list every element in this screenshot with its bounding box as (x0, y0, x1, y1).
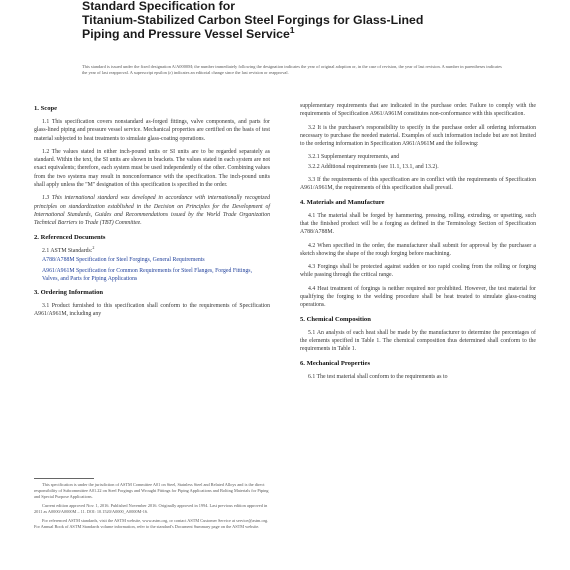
section-mechanical-heading: 6. Mechanical Properties (300, 359, 371, 367)
para-1-2: 1.2 The values stated in either inch-pound units or SI units are to be regarded separately as standard. Within the text, the SI units are shown in brackets. The values stated in each system are not exact equivalents; therefore, each system must be used independently of the other. Combining values from the two systems may result in nonconformance with the specification. The inch-pound units shall apply unless the "M" designation of this specification is specified in the order. (34, 148, 270, 189)
para-4-1: 4.1 The material shall be forged by hammering, pressing, rolling, extruding, or upsetting, such that the finished product will be a forging as defined in the Terminology Section of Specification A788/A788M. (300, 212, 536, 236)
section-materials-heading: 4. Materials and Manufacture (300, 198, 385, 206)
ref-2-1 (34, 244, 270, 255)
para-3-2-1: 3.2.1 Supplementary requirements, and (308, 154, 400, 161)
title-footnote-mark: 1 (289, 24, 295, 35)
section-chemical-heading: 5. Chemical Composition (300, 315, 371, 323)
footnote-1-approval: Current edition approved Nov. 1, 2016. Published November 2016. Originally approved in 1994. Last previous edition approved in 2011 as A0000/A0000M – 11. DOI: 10.1520/A0000_A0000M-16. (34, 503, 268, 514)
footnote-1: This specification is under the jurisdiction of ASTM Committee A01 on Steel, Stainless Steel and Related Alloys and is the direct responsibility of Subcommittee A01.22 on Steel Forgings and Wrought Fittings for Piping Applications and Bolting Materials for Piping and Special Purpose Applications. (34, 482, 269, 499)
footnote-divider (34, 478, 94, 479)
ref-item-a961 (34, 267, 270, 284)
para-5-1: 5.1 An analysis of each heat shall be made by the manufacturer to determine the percentages of the elements specified in Table 1. The chemical composition thus determined shall conform to the requirements in Table 1. (300, 329, 536, 353)
para-3-1-cont: supplementary requirements that are indicated in the purchase order. Failure to comply with the requirements of Specification A961/A961M constitutes non-conformance with this specification. (300, 103, 536, 118)
para-3-1: 3.1 Product furnished to this specification shall conform to the requirements of Specification A961/A961M, including any (34, 302, 270, 318)
preamble: This standard is issued under the fixed designation A/A0000M; the number immediately following the designation indicates the year of original adoption or, in the case of revision, the year of last revision. A number in parentheses indicates the year of last reapproval. A superscript epsilon (ε) indicates an editorial change since the last revision or reapproval. (82, 64, 502, 75)
para-1-3: 1.3 This international standard was developed in accordance with internationally recognized principles on standardization established in the Decision on Principles for the Development of International Standards, Guides and Recommendations issued by the World Trade Organization Technical Barriers to Trade (TBT) Committee. (34, 195, 270, 227)
left-column (34, 104, 270, 323)
para-4-4: 4.4 Heat treatment of forgings is neither required nor prohibited. However, the test material for qualifying the forging to the welding procedure shall be heat treated to simulate glass-coating operations. (300, 285, 536, 309)
title-line-1: Standard Specification for (82, 0, 236, 13)
para-4-3: 4.3 Forgings shall be protected against sudden or too rapid cooling from the rolling or forging while passing through the critical range. (300, 264, 536, 279)
ref-item-a788 (34, 256, 270, 264)
ref-a961-code[interactable]: A961/A961M (42, 268, 75, 275)
section-referenced-heading: 2. Referenced Documents (34, 233, 106, 241)
para-6-1: 6.1 The test material shall conform to the requirements as to (308, 373, 448, 380)
section-scope-heading: 1. Scope (34, 105, 58, 112)
para-3-3: 3.3 If the requirements of this specification are in conflict with the requirements of Specification A961/A961M, the requirements of this specification shall prevail. (300, 177, 536, 192)
ref-a788-code[interactable]: A788/A788M (42, 256, 75, 263)
right-column (300, 102, 536, 386)
para-4-2: 4.2 When specified in the order, the manufacturer shall submit for approval by the purchaser a sketch showing the shape of the rough forging before machining. (300, 242, 536, 257)
footnote-2: For referenced ASTM standards, visit the ASTM website, www.astm.org, or contact ASTM Customer Service at service@astm.org. For Annual Book of ASTM Standards volume information, refer to the standard's Document Summary page on the ASTM website. (34, 518, 269, 529)
ref-footnote-mark: 2 (92, 244, 95, 250)
title-line-3-text: Piping and Pressure Vessel Service (82, 27, 290, 41)
title-line-3 (82, 24, 502, 41)
section-ordering-heading: 3. Ordering Information (34, 288, 104, 296)
footnotes (34, 482, 270, 533)
para-3-2: 3.2 It is the purchaser's responsibility to specify in the purchase order all ordering information necessary to purchase the needed material. Examples of such information include but are not limited to the ordering information in Specification A961/A961M and the following: (300, 124, 536, 148)
ref-a961-title[interactable]: Specification for Common Requirements for Steel Flanges, Forged Fittings, Valves, and Parts for Piping Applications (42, 268, 253, 283)
title-line-2: Titanium-Stabilized Carbon Steel Forgings for Glass-Lined (82, 13, 424, 27)
para-3-2-2: 3.2.2 Additional requirements (see 11.1, 13.1, and 13.2). (308, 163, 439, 170)
ref-a788-title[interactable]: Specification for Steel Forgings, General Requirements (75, 256, 205, 263)
title-block (82, 0, 502, 41)
ref-2-1-text: 2.1 ASTM Standards: (42, 247, 93, 254)
para-1-1: 1.1 This specification covers nonstandard as-forged fittings, valve components, and parts for glass-lined piping and pressure vessel service. Mechanical properties are certified on the basis of test material subjected to heat treatments to simulate glass-coating operations. (34, 119, 270, 142)
